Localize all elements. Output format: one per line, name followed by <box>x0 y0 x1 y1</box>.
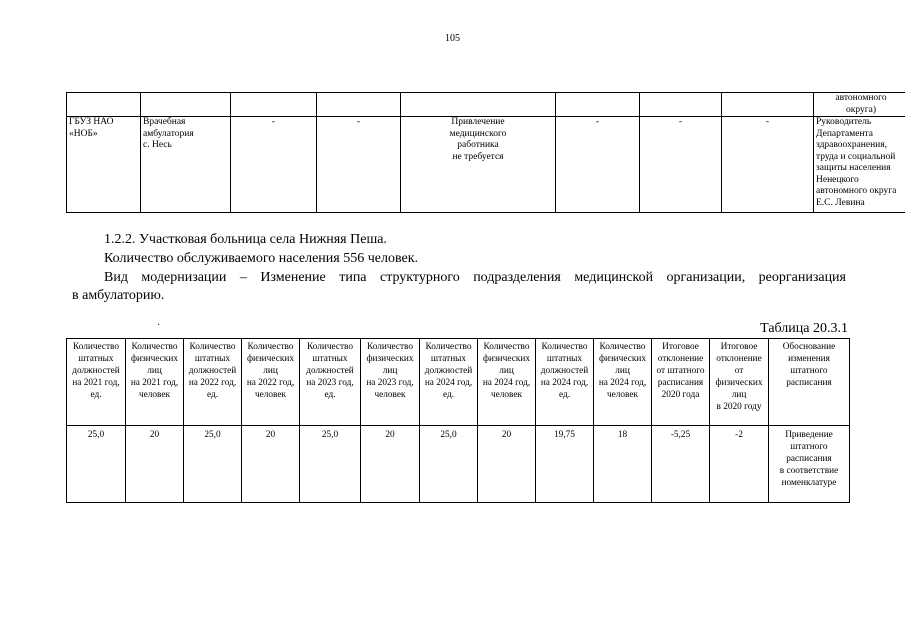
cell: - <box>317 117 401 213</box>
column-header: Количество физических лиц на 2024 год, человек <box>478 339 536 426</box>
column-header: Количество штатных должностей на 2024 год, ед. <box>536 339 594 426</box>
table-cell: 25,0 <box>300 426 361 503</box>
table-cell: Приведение штатного расписания в соответствие номенклатуре <box>769 426 850 503</box>
table-caption: Таблица 20.3.1 <box>760 321 848 336</box>
table-cell: 25,0 <box>67 426 126 503</box>
table-continuation <box>66 92 905 213</box>
table-cell: -2 <box>710 426 769 503</box>
responsible-cell: автономного округа) <box>814 93 905 117</box>
table-cell: 25,0 <box>420 426 478 503</box>
cell: - <box>722 117 814 213</box>
modernization-line: в амбулаторию. <box>72 288 165 303</box>
table-row <box>67 426 850 503</box>
table-row <box>67 93 905 117</box>
table-cell: 19,75 <box>536 426 594 503</box>
column-header: Количество физических лиц на 2024 год, человек <box>594 339 652 426</box>
column-header: Итоговое отклонение от штатного расписания 2020 года <box>652 339 710 426</box>
column-header: Количество штатных должностей на 2024 год, ед. <box>420 339 478 426</box>
column-header: Количество физических лиц на 2023 год, человек <box>361 339 420 426</box>
cell: - <box>640 117 722 213</box>
table-cell: 25,0 <box>184 426 242 503</box>
cell: - <box>556 117 640 213</box>
table-cell: 20 <box>361 426 420 503</box>
column-header: Количество штатных должностей на 2021 год, ед. <box>67 339 126 426</box>
column-header: Количество физических лиц на 2022 год, человек <box>242 339 300 426</box>
column-header: Количество физических лиц на 2021 год, человек <box>126 339 184 426</box>
column-header: Количество штатных должностей на 2023 год, ед. <box>300 339 361 426</box>
section-heading: 1.2.2. Участковая больница села Нижняя Пеша. <box>104 232 387 247</box>
staffing-table <box>66 338 850 503</box>
header-row <box>67 339 850 426</box>
population-line: Количество обслуживаемого населения 556 человек. <box>104 251 419 266</box>
table-cell: 20 <box>126 426 184 503</box>
table-cell: -5,25 <box>652 426 710 503</box>
facility-cell: Врачебная амбулатория с. Несь <box>141 117 231 213</box>
org-cell: ГБУЗ НАО «НОБ» <box>67 117 141 213</box>
modernization-line: Вид модернизации – Изменение типа структурного подразделения медицинской организации, реорганизация <box>104 270 846 285</box>
column-header: Количество штатных должностей на 2022 год, ед. <box>184 339 242 426</box>
staffing-cell: Привлечение медицинского работника не требуется <box>401 117 556 213</box>
stray-mark: · <box>157 320 161 331</box>
table-cell: 20 <box>242 426 300 503</box>
responsible-cell: Руководитель Департамента здравоохранения, труда и социальной защиты населения Ненецкого автономного округа Е.С. Левина <box>814 117 905 213</box>
table-cell: 20 <box>478 426 536 503</box>
table-cell: 18 <box>594 426 652 503</box>
column-header: Обоснование изменения штатного расписания <box>769 339 850 426</box>
page-number: 105 <box>445 33 460 44</box>
cell: - <box>231 117 317 213</box>
table-row <box>67 117 905 213</box>
column-header: Итоговое отклонение от физических лиц в 2020 году <box>710 339 769 426</box>
